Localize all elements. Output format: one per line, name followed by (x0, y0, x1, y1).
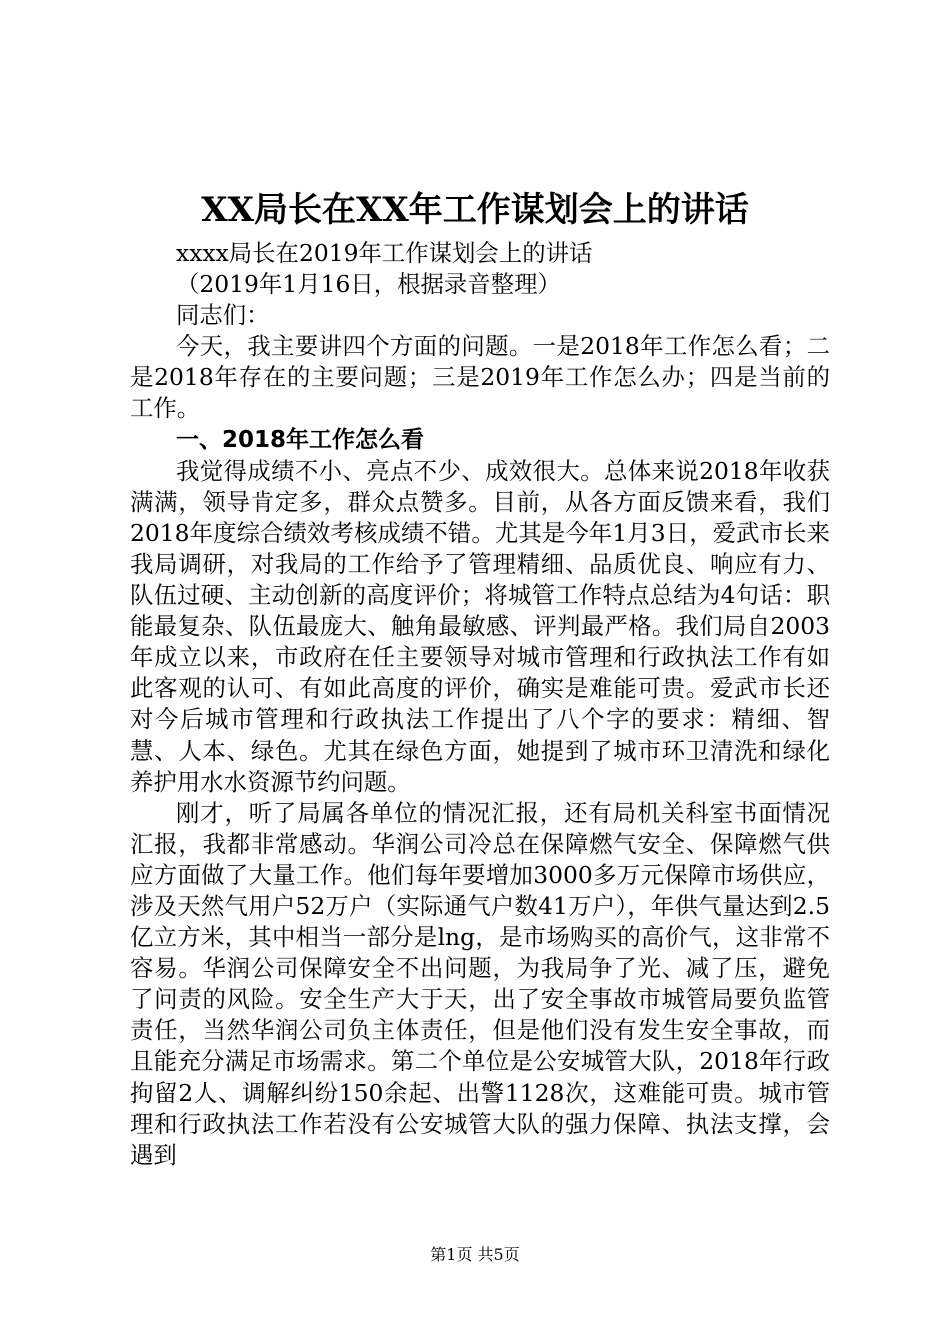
body-paragraph: 我觉得成绩不小、亮点不少、成效很大。总体来说2018年收获满满，领导肯定多，群众点赞多。目前，从各方面反馈来看，我们2018年度综合绩效考核成绩不错。尤其是今年1月3日，爱武市长来我局调研，对我局的工作给予了管理精细、品质优良、响应有力、队伍过硬、主动创新的高度评价；将城管工作特点总结为4句话：职能最复杂、队伍最庞大、触角最敏感、评判最严格。我们局自2003年成立以来，市政府在任主要领导对城市管理和行政执法工作有如此客观的认可、有如此高度的评价，确实是难能可贵。爱武市长还对今后城市管理和行政执法工作提出了八个字的要求：精细、智慧、人本、绿色。尤其在绿色方面，她提到了城市环卫清洗和绿化养护用水水资源节约问题。 (130, 456, 830, 796)
speech-subtitle: xxxx局长在2019年工作谋划会上的讲话 (176, 239, 593, 267)
intro-paragraph: 今天，我主要讲四个方面的问题。一是2018年工作怎么看；二是2018年存在的主要问题；三是2019年工作怎么办；四是当前的工作。 (130, 332, 830, 423)
document-title: XX局长在XX年工作谋划会上的讲话 (201, 190, 749, 230)
salutation: 同志们： (176, 301, 270, 330)
body-paragraph: 刚才，听了局属各单位的情况汇报，还有局机关科室书面情况汇报，我都非常感动。华润公司冷总在保障燃气安全、保障燃气供应方面做了大量工作。他们每年要增加3000多万元保障市场供应，涉及天然气用户52万户（实际通气户数41万户），年供气量达到2.5亿立方米，其中相当一部分是lng，是市场购买的高价气，这非常不容易。华润公司保障安全不出问题，为我局争了光、减了压，避免了问责的风险。安全生产大于天，出了安全事故市城管局要负监管责任，当然华润公司负主体责任，但是他们没有发生安全事故，而且能充分满足市场需求。第二个单位是公安城管大队，2018年行政拘留2人、调解纠纷150余起、出警1128次，这难能可贵。城市管理和行政执法工作若没有公安城管大队的强力保障、执法支撑，会遇到 (130, 798, 830, 1169)
section-heading: 一、2018年工作怎么看 (176, 426, 425, 453)
page-number-footer: 第1页 共5页 (430, 1245, 520, 1264)
date-note: （2019年1月16日，根据录音整理） (176, 270, 561, 299)
document-body (130, 238, 830, 1171)
